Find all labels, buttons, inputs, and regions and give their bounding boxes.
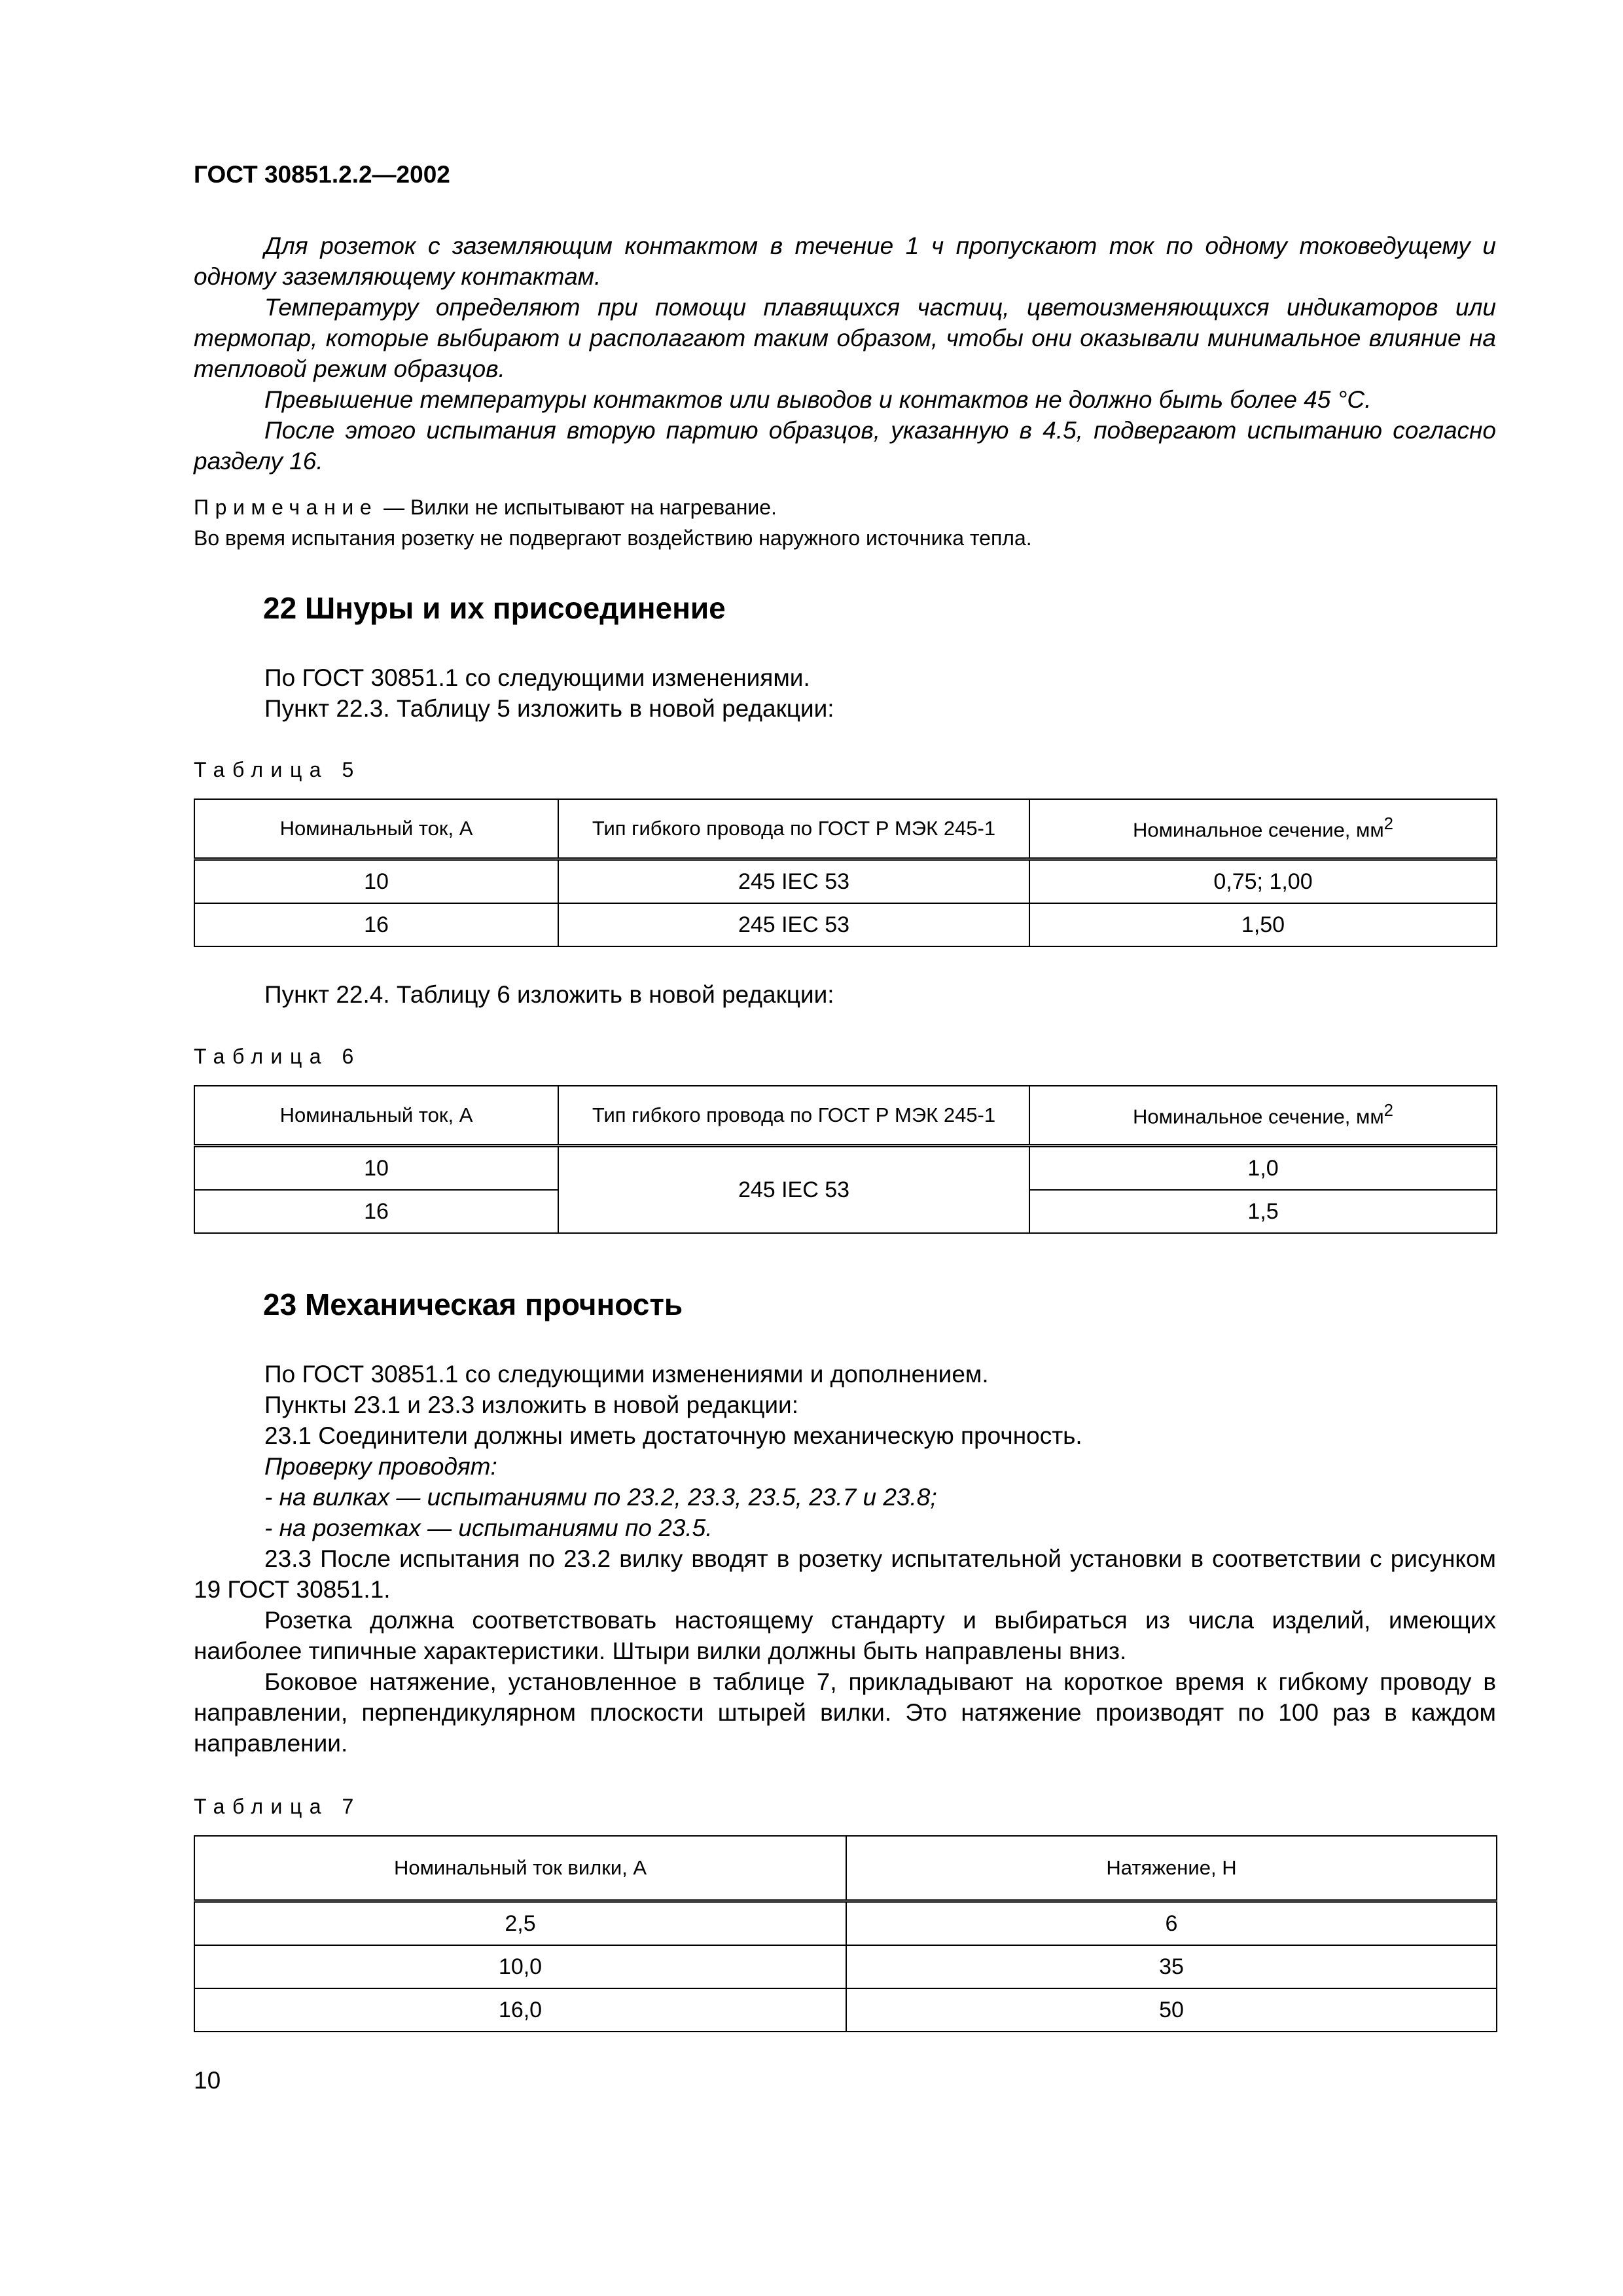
table-row — [194, 1988, 1497, 2032]
table-cell: 245 IEC 53 — [558, 859, 1029, 904]
table-6 — [194, 1085, 1497, 1234]
header-cell: Номинальный ток вилки, А — [194, 1836, 846, 1901]
paragraph: 23.1 Соединители должны иметь достаточную механическую прочность. — [264, 1422, 1082, 1449]
table-header-row — [194, 799, 1497, 859]
table-row — [194, 1945, 1497, 1988]
paragraph: Температуру определяют при помощи плавящихся частиц, цветоизменяющихся индикаторов или термопар, которые выбирают и располагают таким образом, чтобы они оказывали минимальное влияние на тепловой режим образцов. — [194, 294, 1496, 382]
table-cell: 10,0 — [194, 1945, 846, 1988]
table-cell: 245 IEC 53 — [558, 903, 1029, 946]
table-cell: 10 — [194, 859, 558, 904]
text-block-temperature — [194, 230, 1496, 476]
table-cell: 35 — [846, 1945, 1497, 1988]
paragraph: Пункт 22.3. Таблицу 5 изложить в новой редакции: — [264, 695, 834, 722]
note-text: — Вилки не испытывают на нагревание. — [378, 495, 777, 519]
table-cell: 10 — [194, 1146, 558, 1191]
superscript: 2 — [1383, 1102, 1394, 1121]
header-cell — [1029, 1086, 1497, 1146]
document-header: ГОСТ 30851.2.2—2002 — [194, 161, 450, 188]
header-text: Номинальное сечение, мм — [1132, 818, 1384, 842]
table-row — [194, 1901, 1497, 1946]
table-cell: 6 — [846, 1901, 1497, 1946]
header-text: Номинальное сечение, мм — [1132, 1105, 1384, 1128]
table-6-caption: Таблица 6 — [194, 1045, 361, 1068]
table-cell: 50 — [846, 1988, 1497, 2032]
paragraph: По ГОСТ 30851.1 со следующими изменениями и дополнением. — [264, 1361, 989, 1388]
table-cell: 2,5 — [194, 1901, 846, 1946]
section-23-body — [194, 1359, 1496, 1759]
superscript: 2 — [1383, 815, 1394, 834]
header-cell — [1029, 799, 1497, 859]
header-cell: Тип гибкого провода по ГОСТ Р МЭК 245-1 — [558, 1086, 1029, 1146]
paragraph: Розетка должна соответствовать настоящему стандарту и выбираться из числа изделий, имеющих наиболее типичные характеристики. Штыри вилки должны быть направлены вниз. — [194, 1607, 1496, 1664]
paragraph: Для розеток с заземляющим контактом в течение 1 ч пропускают ток по одному токоведущему и одному заземляющему контактам. — [194, 232, 1496, 290]
page-number: 10 — [194, 2067, 221, 2094]
table-cell: 16,0 — [194, 1988, 846, 2032]
list-item: - на розетках — испытаниями по 23.5. — [264, 1515, 713, 1541]
table-row — [194, 903, 1497, 946]
table-7 — [194, 1835, 1497, 2032]
table-5-caption: Таблица 5 — [194, 758, 361, 781]
section-23-title: 23 Механическая прочность — [263, 1287, 683, 1321]
table-cell: 16 — [194, 903, 558, 946]
section-22-intro — [194, 662, 1496, 724]
paragraph: Пункты 23.1 и 23.3 изложить в новой редакции: — [264, 1391, 799, 1418]
table-cell: 16 — [194, 1190, 558, 1233]
note-line-1 — [194, 492, 1496, 523]
paragraph: Проверку проводят: — [264, 1453, 497, 1480]
note-block — [194, 492, 1496, 554]
paragraph: После этого испытания вторую партию образцов, указанную в 4.5, подвергают испытанию согласно разделу 16. — [194, 417, 1496, 475]
table-cell: 1,50 — [1029, 903, 1497, 946]
paragraph: Превышение температуры контактов или выводов и контактов не должно быть более 45 °С. — [264, 386, 1372, 413]
table-cell: 0,75; 1,00 — [1029, 859, 1497, 904]
paragraph: Боковое натяжение, установленное в таблице 7, прикладывают на короткое время к гибкому проводу в направлении, перпендикулярном плоскости штырей вилки. Это натяжение производят по 100 раз в каждом направлении. — [194, 1668, 1496, 1757]
table-header-row — [194, 1836, 1497, 1901]
paragraph: 23.3 После испытания по 23.2 вилку вводят в розетку испытательной установки в соответствии с рисунком 19 ГОСТ 30851.1. — [194, 1545, 1496, 1603]
note-label: Примечание — [194, 495, 378, 519]
section-22-table6-intro — [194, 979, 1496, 1010]
header-cell: Тип гибкого провода по ГОСТ Р МЭК 245-1 — [558, 799, 1029, 859]
section-22-title: 22 Шнуры и их присоединение — [263, 591, 726, 625]
note-line-2: Во время испытания розетку не подвергают воздействию наружного источника тепла. — [194, 526, 1032, 550]
table-cell-merged: 245 IEC 53 — [558, 1146, 1029, 1234]
table-cell: 1,0 — [1029, 1146, 1497, 1191]
header-cell: Номинальный ток, А — [194, 799, 558, 859]
header-cell: Натяжение, Н — [846, 1836, 1497, 1901]
paragraph: Пункт 22.4. Таблицу 6 изложить в новой редакции: — [264, 981, 834, 1008]
paragraph: По ГОСТ 30851.1 со следующими изменениями. — [264, 664, 810, 691]
table-row — [194, 859, 1497, 904]
header-cell: Номинальный ток, А — [194, 1086, 558, 1146]
table-5 — [194, 798, 1497, 947]
table-7-caption: Таблица 7 — [194, 1795, 361, 1818]
table-cell: 1,5 — [1029, 1190, 1497, 1233]
table-row — [194, 1146, 1497, 1191]
list-item: - на вилках — испытаниями по 23.2, 23.3, 23.5, 23.7 и 23.8; — [264, 1484, 937, 1511]
table-header-row — [194, 1086, 1497, 1146]
